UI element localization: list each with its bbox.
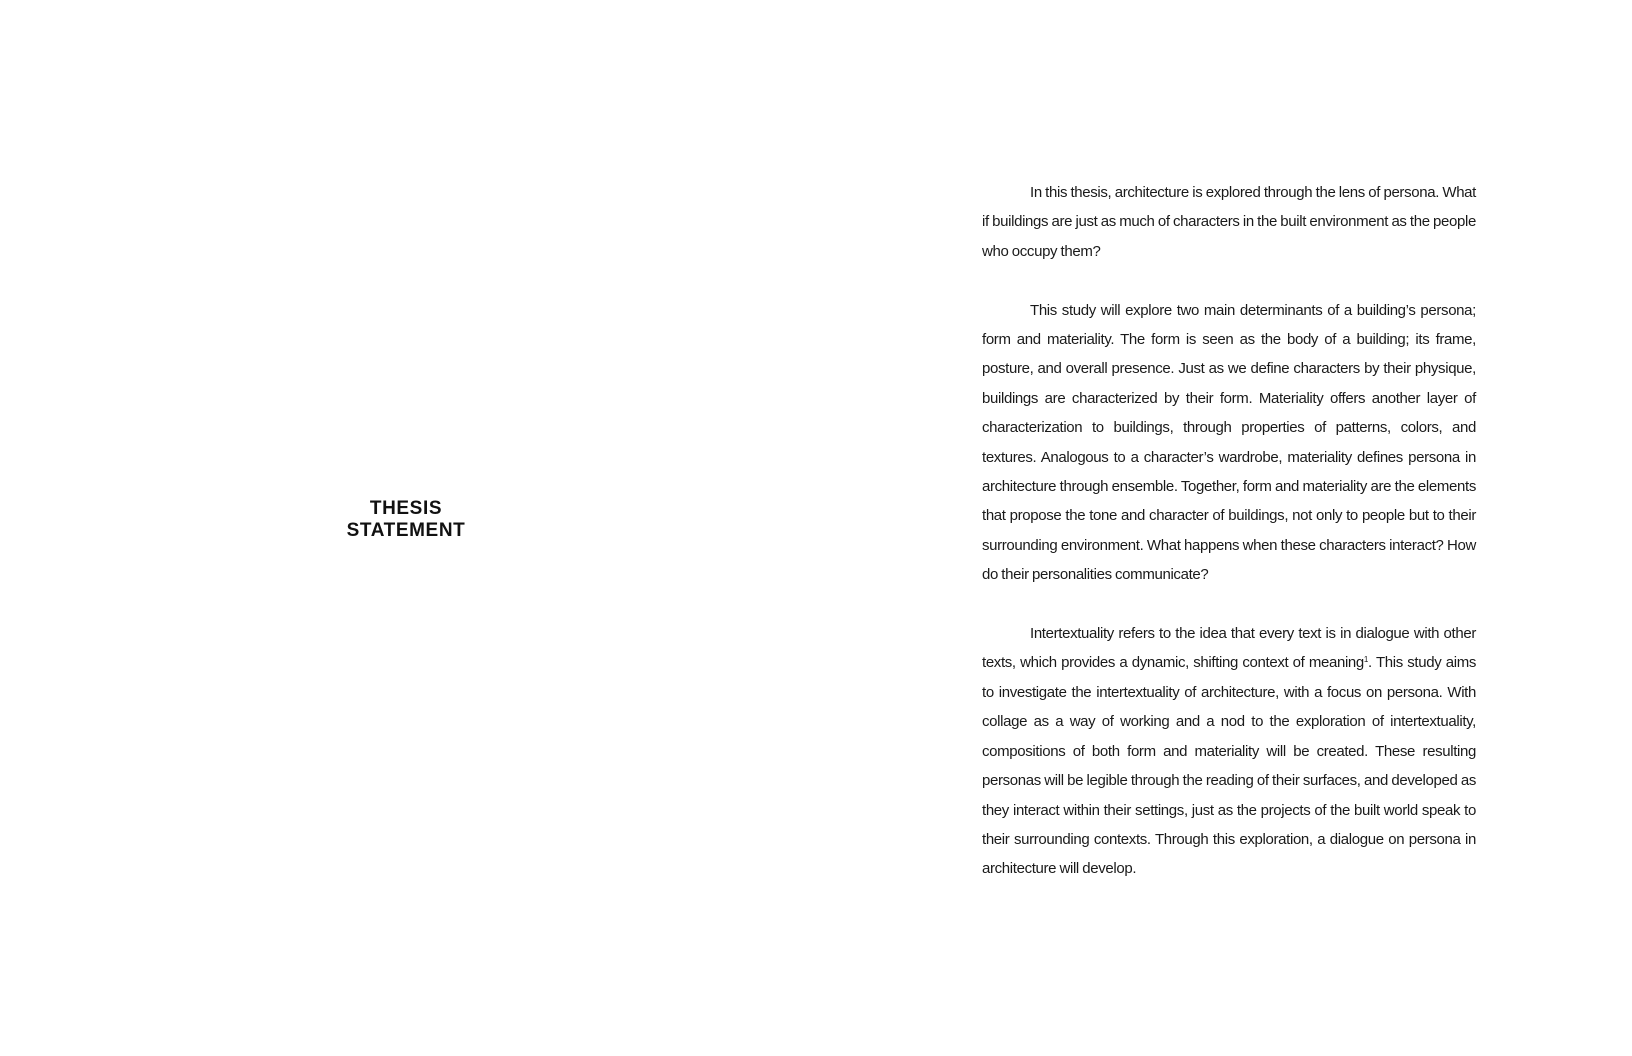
footnote-marker: 1 [1363, 655, 1369, 665]
thesis-statement-body [982, 178, 1476, 884]
paragraph-3-text-end: . This study aims to investigate the intertextuality of architecture, with a focus on persona. With collage as a way of working and a nod to the exploration of intertextuality, compositions of both form and materiality will be created. These resulting personas will be legible through the reading of their surfaces, and developed as they interact within their settings, just as the projects of the built world speak to their surrounding contexts. Through this exploration, a dialogue on persona in architecture will develop. [982, 654, 1476, 878]
paragraph-2: This study will explore two main determinants of a building’s persona; form and materiality. The form is seen as the body of a building; its frame, posture, and overall presence. Just as we define characters by their physique, buildings are characterized by their form. Materiality offers another layer of characterization to buildings, through properties of patterns, colors, and textures. Analogous to a character’s wardrobe, materiality defines persona in architecture through ensemble. Together, form and materiality are the elements that propose the tone and character of buildings, not only to people but to their surrounding environment. What happens when these characters interact? How do their personalities communicate? [982, 301, 1476, 584]
paragraph-3-text-start: Intertextuality refers to the idea that every text is in dialogue with other texts, which provides a dynamic, shifting context of meaning [982, 625, 1476, 672]
paragraph-1: In this thesis, architecture is explored through the lens of persona. What if buildings are just as much of characters in the built environment as the people who occupy them? [982, 184, 1476, 260]
section-title [306, 498, 506, 542]
paragraph-3 [982, 619, 1476, 884]
section-title-line-2: STATEMENT [346, 520, 466, 541]
right-page [816, 0, 1632, 1056]
section-title-line-1: THESIS [369, 498, 443, 519]
